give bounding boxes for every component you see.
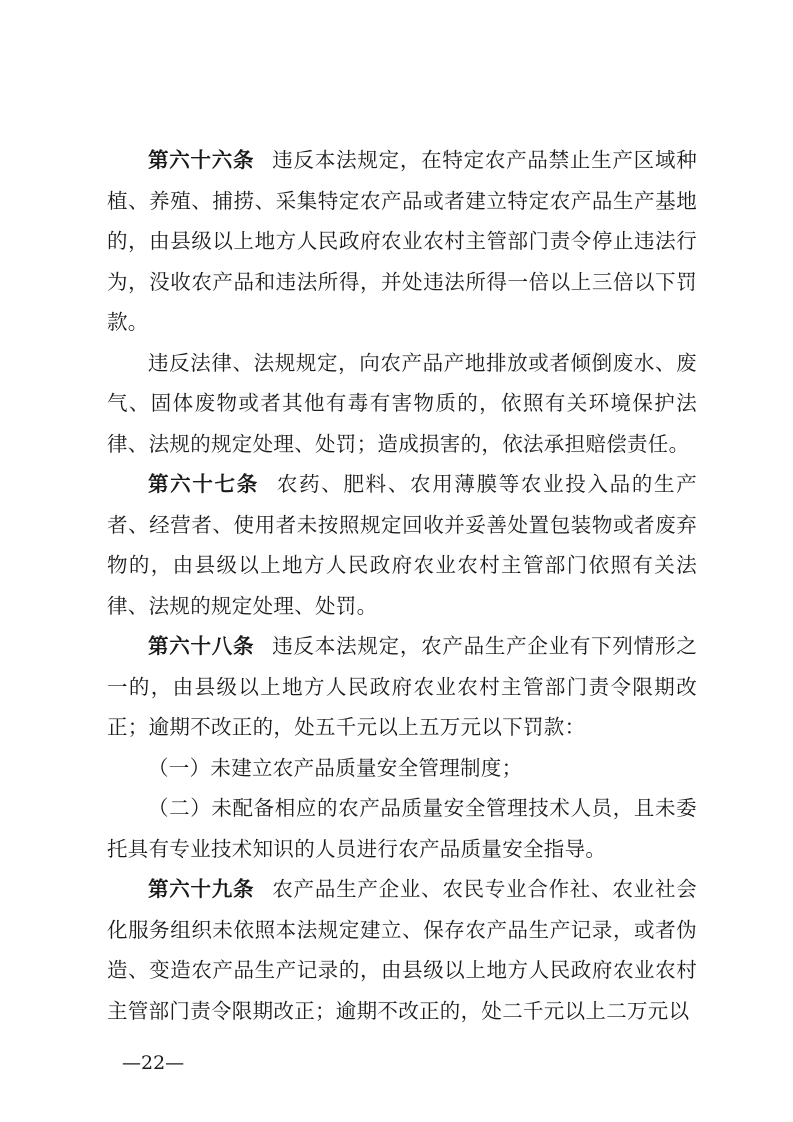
article-67-paragraph — [107, 464, 697, 626]
article-68-item-2 — [107, 788, 697, 869]
article-69-paragraph — [107, 869, 697, 1031]
article-66-paragraph — [107, 140, 697, 343]
list-item-text: （一）未建立农产品质量安全管理制度； — [148, 755, 523, 780]
article-text: 违反本法规定，在特定农产品禁止生产区域种植、养殖、捕捞、采集特定农产品或者建立特定农产品生产基地的，由县级以上地方人民政府农业农村主管部门责令停止违法行为，没收农产品和违法所得，并处违法所得一倍以上三倍以下罚款。 — [107, 148, 698, 334]
page-number: —22— — [122, 1052, 185, 1074]
list-item-text: （二）未配备相应的农产品质量安全管理技术人员，且未委托具有专业技术知识的人员进行农产品质量安全指导。 — [107, 796, 697, 861]
article-number: 第六十九条 — [148, 877, 255, 901]
article-number: 第六十八条 — [148, 634, 255, 658]
article-66-paragraph-2 — [107, 343, 697, 465]
document-body — [107, 140, 697, 1031]
paragraph-text: 违反法律、法规规定，向农产品产地排放或者倾倒废水、废气、固体废物或者其他有毒有害物质的，依照有关环境保护法律、法规的规定处理、处罚；造成损害的，依法承担赔偿责任。 — [107, 350, 697, 456]
article-number: 第六十七条 — [148, 472, 259, 496]
article-text: 农药、肥料、农用薄膜等农业投入品的生产者、经营者、使用者未按照规定回收并妥善处置包装物或者废弃物的，由县级以上地方人民政府农业农村主管部门依照有关法律、法规的规定处理、处罚。 — [107, 472, 698, 618]
article-68-paragraph — [107, 626, 697, 748]
article-text: 农产品生产企业、农民专业合作社、农业社会化服务组织未依照本法规定建立、保存农产品生产记录，或者伪造、变造农产品生产记录的，由县级以上地方人民政府农业农村主管部门责令限期改正；逾期不改正的，处二千元以上二万元以 — [107, 877, 698, 1023]
article-number: 第六十六条 — [148, 148, 255, 172]
article-text: 违反本法规定，农产品生产企业有下列情形之一的，由县级以上地方人民政府农业农村主管部门责令限期改正；逾期不改正的，处五千元以上五万元以下罚款： — [107, 634, 698, 739]
article-68-item-1 — [107, 748, 697, 789]
